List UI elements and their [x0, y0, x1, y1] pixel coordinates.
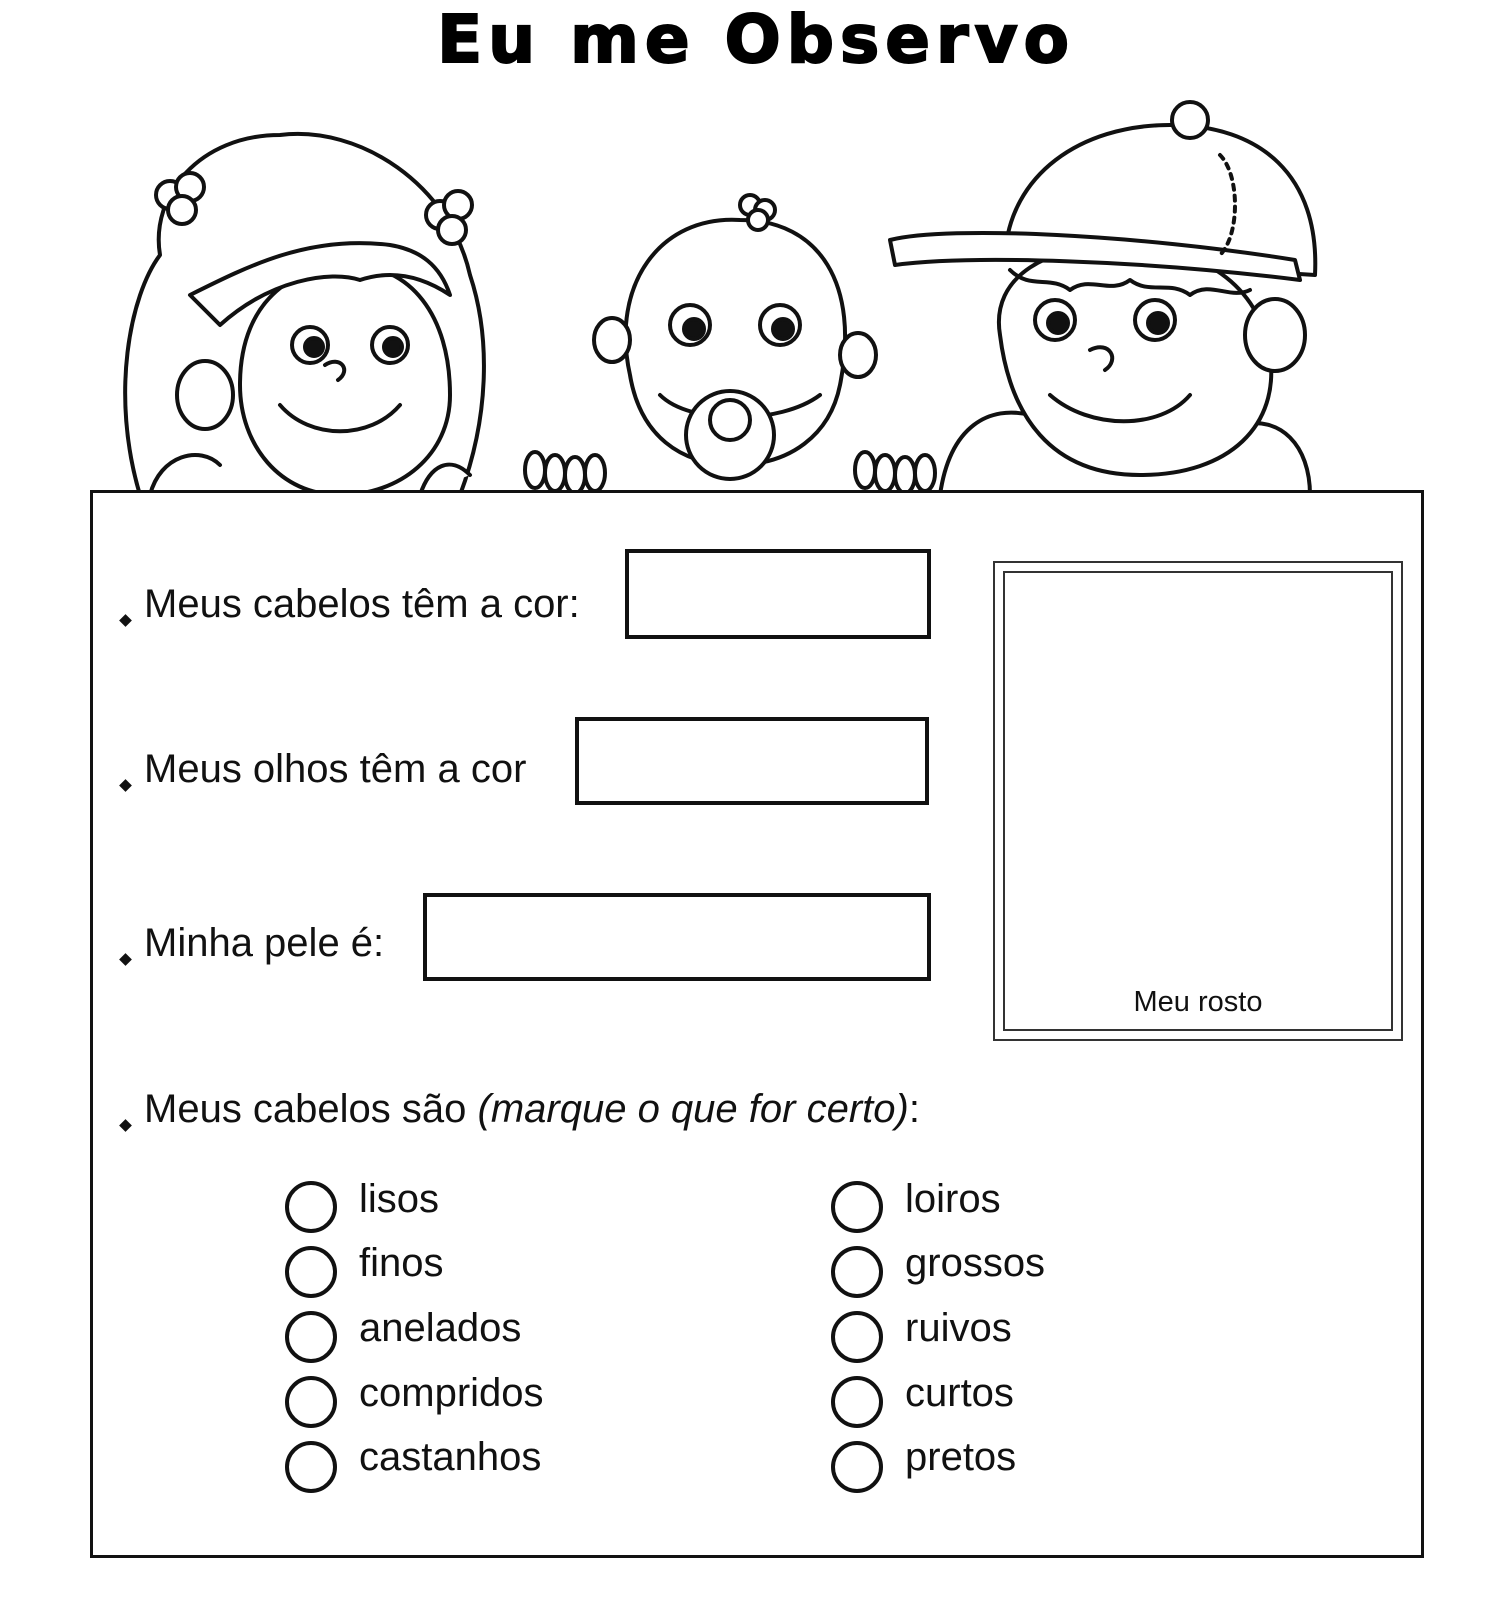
option-label: compridos: [359, 1371, 544, 1415]
option-label: grossos: [905, 1241, 1046, 1285]
face-frame-caption: Meu rosto: [1133, 986, 1263, 1018]
boy-icon: [890, 102, 1315, 495]
question-hint: (marque o que for certo): [477, 1087, 909, 1131]
eye-color-answer-box[interactable]: [575, 717, 929, 805]
bullet-icon: [119, 614, 132, 627]
bullet-icon: [119, 953, 132, 966]
option-label: pretos: [905, 1435, 1017, 1479]
question-label: Meus cabelos têm a cor:: [144, 582, 580, 626]
option-circle-pretos[interactable]: [831, 1441, 883, 1493]
hair-color-answer-box[interactable]: [625, 549, 931, 639]
option-circle-compridos[interactable]: [285, 1376, 337, 1428]
skin-answer-box[interactable]: [423, 893, 931, 981]
option-circle-loiros[interactable]: [831, 1181, 883, 1233]
option-label: loiros: [905, 1177, 1001, 1221]
option-label: finos: [359, 1241, 444, 1285]
option-circle-anelados[interactable]: [285, 1311, 337, 1363]
question-text: Meus cabelos são: [144, 1087, 478, 1131]
skin-question: [121, 919, 384, 967]
hair-color-question: [121, 580, 580, 628]
worksheet-panel: [90, 490, 1424, 1558]
option-circle-lisos[interactable]: [285, 1181, 337, 1233]
girl-icon: [125, 134, 484, 495]
question-suffix: :: [908, 1087, 920, 1131]
option-circle-ruivos[interactable]: [831, 1311, 883, 1363]
option-label: anelados: [359, 1306, 522, 1350]
bullet-icon: [119, 779, 132, 792]
option-label: castanhos: [359, 1435, 542, 1479]
option-label: curtos: [905, 1371, 1014, 1415]
baby-icon: [525, 195, 935, 493]
face-drawing-frame[interactable]: [993, 561, 1403, 1041]
option-circle-castanhos[interactable]: [285, 1441, 337, 1493]
option-circle-grossos[interactable]: [831, 1246, 883, 1298]
children-illustration: [90, 95, 1370, 515]
bullet-icon: [119, 1119, 132, 1132]
hair-type-question: [121, 1085, 920, 1133]
option-label: lisos: [359, 1177, 440, 1221]
face-drawing-area[interactable]: [1003, 571, 1393, 1031]
question-label: Minha pele é:: [144, 921, 385, 965]
option-circle-finos[interactable]: [285, 1246, 337, 1298]
option-label: ruivos: [905, 1306, 1012, 1350]
eye-color-question: [121, 745, 526, 793]
option-circle-curtos[interactable]: [831, 1376, 883, 1428]
page-title: Eu me Observo: [437, 1, 1075, 78]
question-label: Meus olhos têm a cor: [144, 747, 527, 791]
